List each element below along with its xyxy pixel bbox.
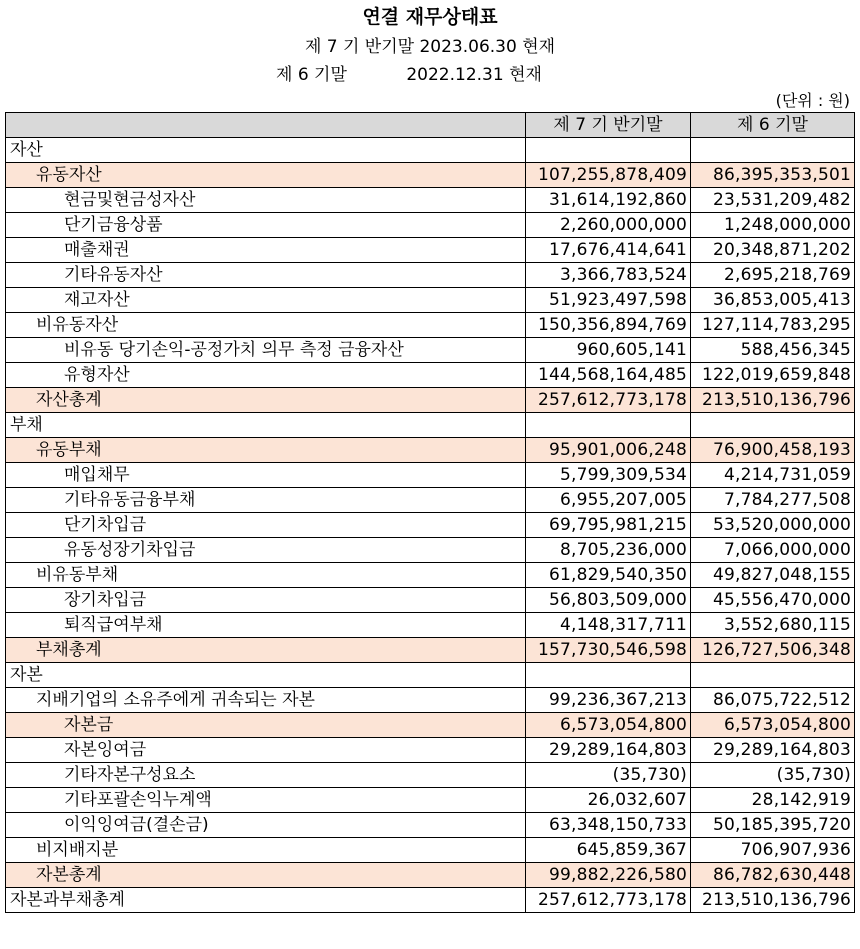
current-period-value-cell: 5,799,309,534 (526, 463, 691, 488)
account-name-cell: 기타유동금융부채 (6, 488, 526, 513)
table-row (6, 288, 855, 313)
account-name-cell: 매출채권 (6, 238, 526, 263)
prior-period-value-cell: 86,075,722,512 (691, 688, 855, 713)
current-period-value-cell: 6,955,207,005 (526, 488, 691, 513)
prior-period-value-cell: 213,510,136,796 (691, 388, 855, 413)
table-row (6, 413, 855, 438)
prior-period-label: 제 6 기말 2022.12.31 현재 (276, 65, 542, 85)
account-name-cell: 장기차입금 (6, 588, 526, 613)
current-period-value-cell: 95,901,006,248 (526, 438, 691, 463)
account-name-cell: 부채총계 (6, 638, 526, 663)
account-name-cell: 기타자본구성요소 (6, 763, 526, 788)
current-period-value-cell: 150,356,894,769 (526, 313, 691, 338)
current-period-value-cell: 3,366,783,524 (526, 263, 691, 288)
prior-period-value-cell: 50,185,395,720 (691, 813, 855, 838)
current-period-value-cell: 960,605,141 (526, 338, 691, 363)
prior-period-value-cell: 36,853,005,413 (691, 288, 855, 313)
table-row (6, 838, 855, 863)
account-name-cell: 재고자산 (6, 288, 526, 313)
current-period-value-cell: 26,032,607 (526, 788, 691, 813)
account-name-cell: 자본 (6, 663, 526, 688)
statement-title: 연결 재무상태표 (362, 6, 498, 28)
prior-period-value-cell: 126,727,506,348 (691, 638, 855, 663)
table-row (6, 563, 855, 588)
table-row (6, 513, 855, 538)
prior-period-value-cell: 86,782,630,448 (691, 863, 855, 888)
current-period-value-cell (526, 663, 691, 688)
table-row (6, 238, 855, 263)
current-period-value-cell: 99,882,226,580 (526, 863, 691, 888)
current-period-value-cell: 144,568,164,485 (526, 363, 691, 388)
account-name-cell: 자본잉여금 (6, 738, 526, 763)
account-name-cell: 자산 (6, 138, 526, 163)
prior-period-value-cell (691, 663, 855, 688)
current-period-value-cell: (35,730) (526, 763, 691, 788)
prior-period-value-cell: 23,531,209,482 (691, 188, 855, 213)
table-row (6, 263, 855, 288)
table-row (6, 788, 855, 813)
balance-sheet-table (5, 112, 855, 913)
table-row (6, 588, 855, 613)
table-row (6, 638, 855, 663)
prior-period-value-cell: 29,289,164,803 (691, 738, 855, 763)
current-period-value-cell: 69,795,981,215 (526, 513, 691, 538)
account-name-cell: 유동성장기차입금 (6, 538, 526, 563)
prior-period-value-cell: 53,520,000,000 (691, 513, 855, 538)
prior-period-value-cell: 2,695,218,769 (691, 263, 855, 288)
current-period-label: 제 7 기 반기말 2023.06.30 현재 (304, 37, 556, 57)
prior-period-value-cell: 7,784,277,508 (691, 488, 855, 513)
account-name-cell: 기타유동자산 (6, 263, 526, 288)
prior-period-value-cell: 7,066,000,000 (691, 538, 855, 563)
account-name-cell: 유동부채 (6, 438, 526, 463)
account-name-cell: 자본총계 (6, 863, 526, 888)
prior-period-value-cell: 122,019,659,848 (691, 363, 855, 388)
prior-period-value-cell (691, 138, 855, 163)
table-row (6, 688, 855, 713)
table-row (6, 338, 855, 363)
current-period-value-cell: 31,614,192,860 (526, 188, 691, 213)
table-row (6, 813, 855, 838)
account-name-cell: 퇴직급여부채 (6, 613, 526, 638)
unit-label: (단위 : 원) (775, 91, 850, 110)
prior-period-value-cell: 706,907,936 (691, 838, 855, 863)
prior-period-value-cell: 3,552,680,115 (691, 613, 855, 638)
account-name-cell: 유동자산 (6, 163, 526, 188)
table-row (6, 363, 855, 388)
prior-period-column-header: 제 6 기말 (691, 113, 855, 138)
current-period-value-cell: 6,573,054,800 (526, 713, 691, 738)
current-period-value-cell: 645,859,367 (526, 838, 691, 863)
account-name-cell: 유형자산 (6, 363, 526, 388)
prior-period-value-cell: 76,900,458,193 (691, 438, 855, 463)
account-name-cell: 매입채무 (6, 463, 526, 488)
prior-period-value-cell: 86,395,353,501 (691, 163, 855, 188)
prior-period-value-cell: (35,730) (691, 763, 855, 788)
current-period-value-cell: 2,260,000,000 (526, 213, 691, 238)
account-name-cell: 자본금 (6, 713, 526, 738)
table-row (6, 763, 855, 788)
table-row (6, 613, 855, 638)
current-period-value-cell: 56,803,509,000 (526, 588, 691, 613)
account-name-cell: 비유동자산 (6, 313, 526, 338)
table-row (6, 163, 855, 188)
table-row (6, 188, 855, 213)
table-row (6, 538, 855, 563)
account-name-cell: 비유동부채 (6, 563, 526, 588)
current-period-value-cell: 257,612,773,178 (526, 888, 691, 913)
prior-period-value-cell: 28,142,919 (691, 788, 855, 813)
current-period-value-cell: 63,348,150,733 (526, 813, 691, 838)
prior-period-value-cell: 127,114,783,295 (691, 313, 855, 338)
table-header-row (6, 113, 855, 138)
current-period-value-cell: 4,148,317,711 (526, 613, 691, 638)
account-name-cell: 비지배지분 (6, 838, 526, 863)
account-name-cell: 단기차입금 (6, 513, 526, 538)
account-name-cell: 자산총계 (6, 388, 526, 413)
prior-period-value-cell: 20,348,871,202 (691, 238, 855, 263)
table-row (6, 313, 855, 338)
account-column-header (6, 113, 526, 138)
prior-period-value-cell: 6,573,054,800 (691, 713, 855, 738)
current-period-value-cell: 51,923,497,598 (526, 288, 691, 313)
current-period-value-cell: 99,236,367,213 (526, 688, 691, 713)
current-period-value-cell: 17,676,414,641 (526, 238, 691, 263)
table-row (6, 213, 855, 238)
current-period-value-cell: 29,289,164,803 (526, 738, 691, 763)
account-name-cell: 단기금융상품 (6, 213, 526, 238)
current-period-value-cell: 107,255,878,409 (526, 163, 691, 188)
account-name-cell: 부채 (6, 413, 526, 438)
table-row (6, 388, 855, 413)
account-name-cell: 기타포괄손익누계액 (6, 788, 526, 813)
prior-period-value-cell: 588,456,345 (691, 338, 855, 363)
current-period-value-cell (526, 413, 691, 438)
current-period-column-header: 제 7 기 반기말 (526, 113, 691, 138)
account-name-cell: 자본과부채총계 (6, 888, 526, 913)
account-name-cell: 지배기업의 소유주에게 귀속되는 자본 (6, 688, 526, 713)
current-period-value-cell: 257,612,773,178 (526, 388, 691, 413)
table-row (6, 463, 855, 488)
current-period-value-cell: 157,730,546,598 (526, 638, 691, 663)
prior-period-value-cell: 1,248,000,000 (691, 213, 855, 238)
table-row (6, 738, 855, 763)
prior-period-value-cell: 4,214,731,059 (691, 463, 855, 488)
account-name-cell: 이익잉여금(결손금) (6, 813, 526, 838)
table-row (6, 863, 855, 888)
table-row (6, 663, 855, 688)
table-row (6, 713, 855, 738)
current-period-value-cell: 61,829,540,350 (526, 563, 691, 588)
account-name-cell: 현금및현금성자산 (6, 188, 526, 213)
prior-period-value-cell: 213,510,136,796 (691, 888, 855, 913)
prior-period-value-cell: 45,556,470,000 (691, 588, 855, 613)
prior-period-value-cell (691, 413, 855, 438)
table-row (6, 888, 855, 913)
table-row (6, 488, 855, 513)
current-period-value-cell (526, 138, 691, 163)
account-name-cell: 비유동 당기손익-공정가치 의무 측정 금융자산 (6, 338, 526, 363)
table-row (6, 438, 855, 463)
current-period-value-cell: 8,705,236,000 (526, 538, 691, 563)
prior-period-value-cell: 49,827,048,155 (691, 563, 855, 588)
table-row (6, 138, 855, 163)
